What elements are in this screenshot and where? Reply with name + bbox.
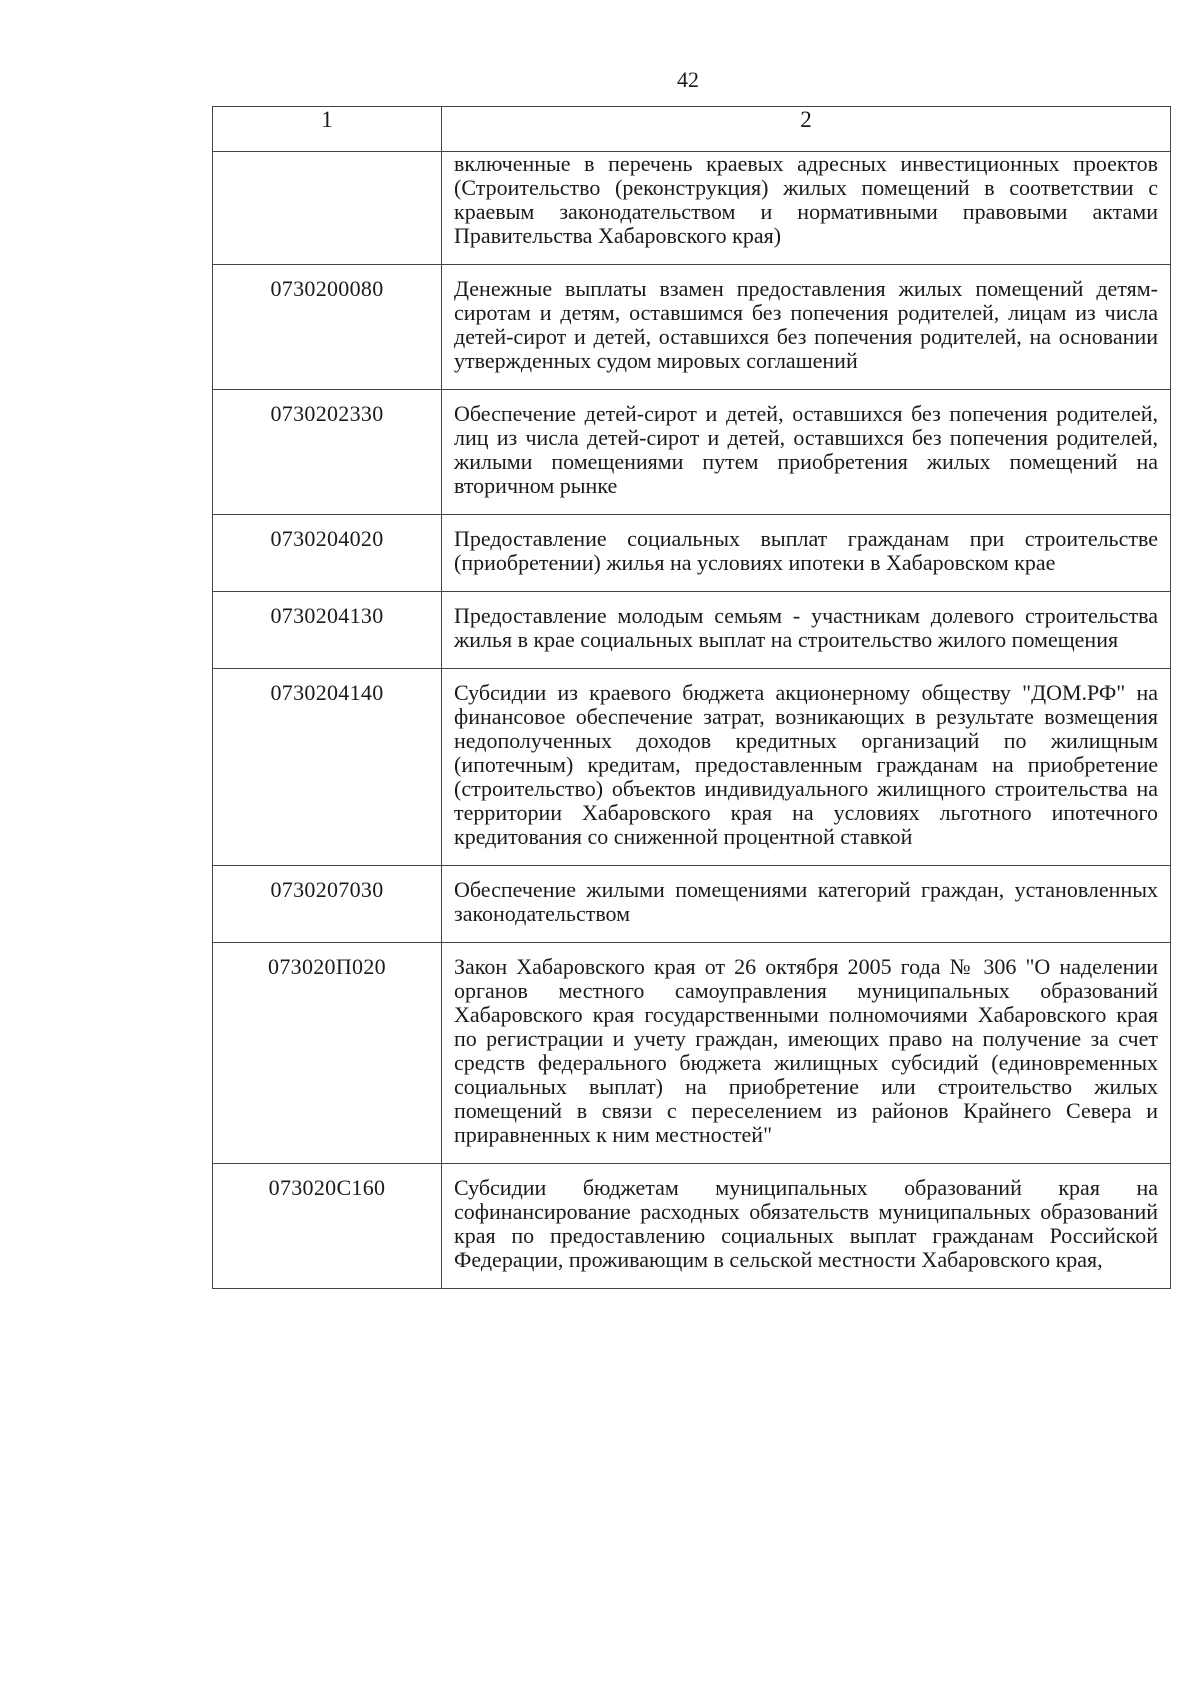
table-row bbox=[213, 1164, 1171, 1289]
table-row bbox=[213, 866, 1171, 943]
code-cell: 0730204130 bbox=[213, 592, 442, 669]
description-cell: Субсидии из краевого бюджета акционерному обществу "ДОМ.РФ" на финансовое обеспечение затрат, возникающих в результате возмещения недополученных доходов кредитных организаций по жилищным (ипотечным) кредитам, предоставленным гражданам на приобретение (строительство) объектов индивидуального жилищного строительства на территории Хабаровского края на условиях льготного ипотечного кредитования со сниженной процентной ставкой bbox=[442, 669, 1171, 866]
table-row bbox=[213, 592, 1171, 669]
code-cell: 073020С160 bbox=[213, 1164, 442, 1289]
table-row bbox=[213, 515, 1171, 592]
budget-classification-table bbox=[212, 106, 1171, 1289]
table-header-row bbox=[213, 107, 1171, 152]
code-cell: 0730204020 bbox=[213, 515, 442, 592]
column-header-code: 1 bbox=[213, 107, 442, 152]
description-cell: Предоставление социальных выплат гражданам при строительстве (приобретении) жилья на условиях ипотеки в Хабаровском крае bbox=[442, 515, 1171, 592]
code-cell bbox=[213, 152, 442, 265]
code-cell: 073020П020 bbox=[213, 943, 442, 1164]
description-cell: Обеспечение жилыми помещениями категорий граждан, установленных законодательством bbox=[442, 866, 1171, 943]
code-cell: 0730204140 bbox=[213, 669, 442, 866]
description-cell: Денежные выплаты взамен предоставления жилых помещений детям-сиротам и детям, оставшимся без попечения родителей, лицам из числа детей-сирот и детей, оставшихся без попечения родителей, на основании утвержденных судом мировых соглашений bbox=[442, 265, 1171, 390]
description-cell: Закон Хабаровского края от 26 октября 2005 года № 306 "О наделении органов местного самоуправления муниципальных образований Хабаровского края государственными полномочиями Хабаровского края по регистрации и учету граждан, имеющих право на получение за счет средств федерального бюджета жилищных субсидий (единовременных социальных выплат) на приобретение или строительство жилых помещений в связи с переселением из районов Крайнего Севера и приравненных к ним местностей" bbox=[442, 943, 1171, 1164]
page-number: 42 bbox=[677, 67, 699, 92]
description-cell: Предоставление молодым семьям - участникам долевого строительства жилья в крае социальных выплат на строительство жилого помещения bbox=[442, 592, 1171, 669]
description-cell: Субсидии бюджетам муниципальных образований края на софинансирование расходных обязательств муниципальных образований края по предоставлению социальных выплат гражданам Российской Федерации, проживающим в сельской местности Хабаровского края, bbox=[442, 1164, 1171, 1289]
table-row bbox=[213, 265, 1171, 390]
code-cell: 0730200080 bbox=[213, 265, 442, 390]
code-cell: 0730207030 bbox=[213, 866, 442, 943]
description-cell: Обеспечение детей-сирот и детей, оставшихся без попечения родителей, лиц из числа детей-сирот и детей, оставшихся без попечения родителей, жилыми помещениями путем приобретения жилых помещений на вторичном рынке bbox=[442, 390, 1171, 515]
column-header-description: 2 bbox=[442, 107, 1171, 152]
table-row bbox=[213, 390, 1171, 515]
code-cell: 0730202330 bbox=[213, 390, 442, 515]
description-cell: включенные в перечень краевых адресных инвестиционных проектов (Строительство (реконструкция) жилых помещений в соответствии с краевым законодательством и нормативными правовыми актами Правительства Хабаровского края) bbox=[442, 152, 1171, 265]
table-row bbox=[213, 152, 1171, 265]
table-row bbox=[213, 669, 1171, 866]
table-row bbox=[213, 943, 1171, 1164]
